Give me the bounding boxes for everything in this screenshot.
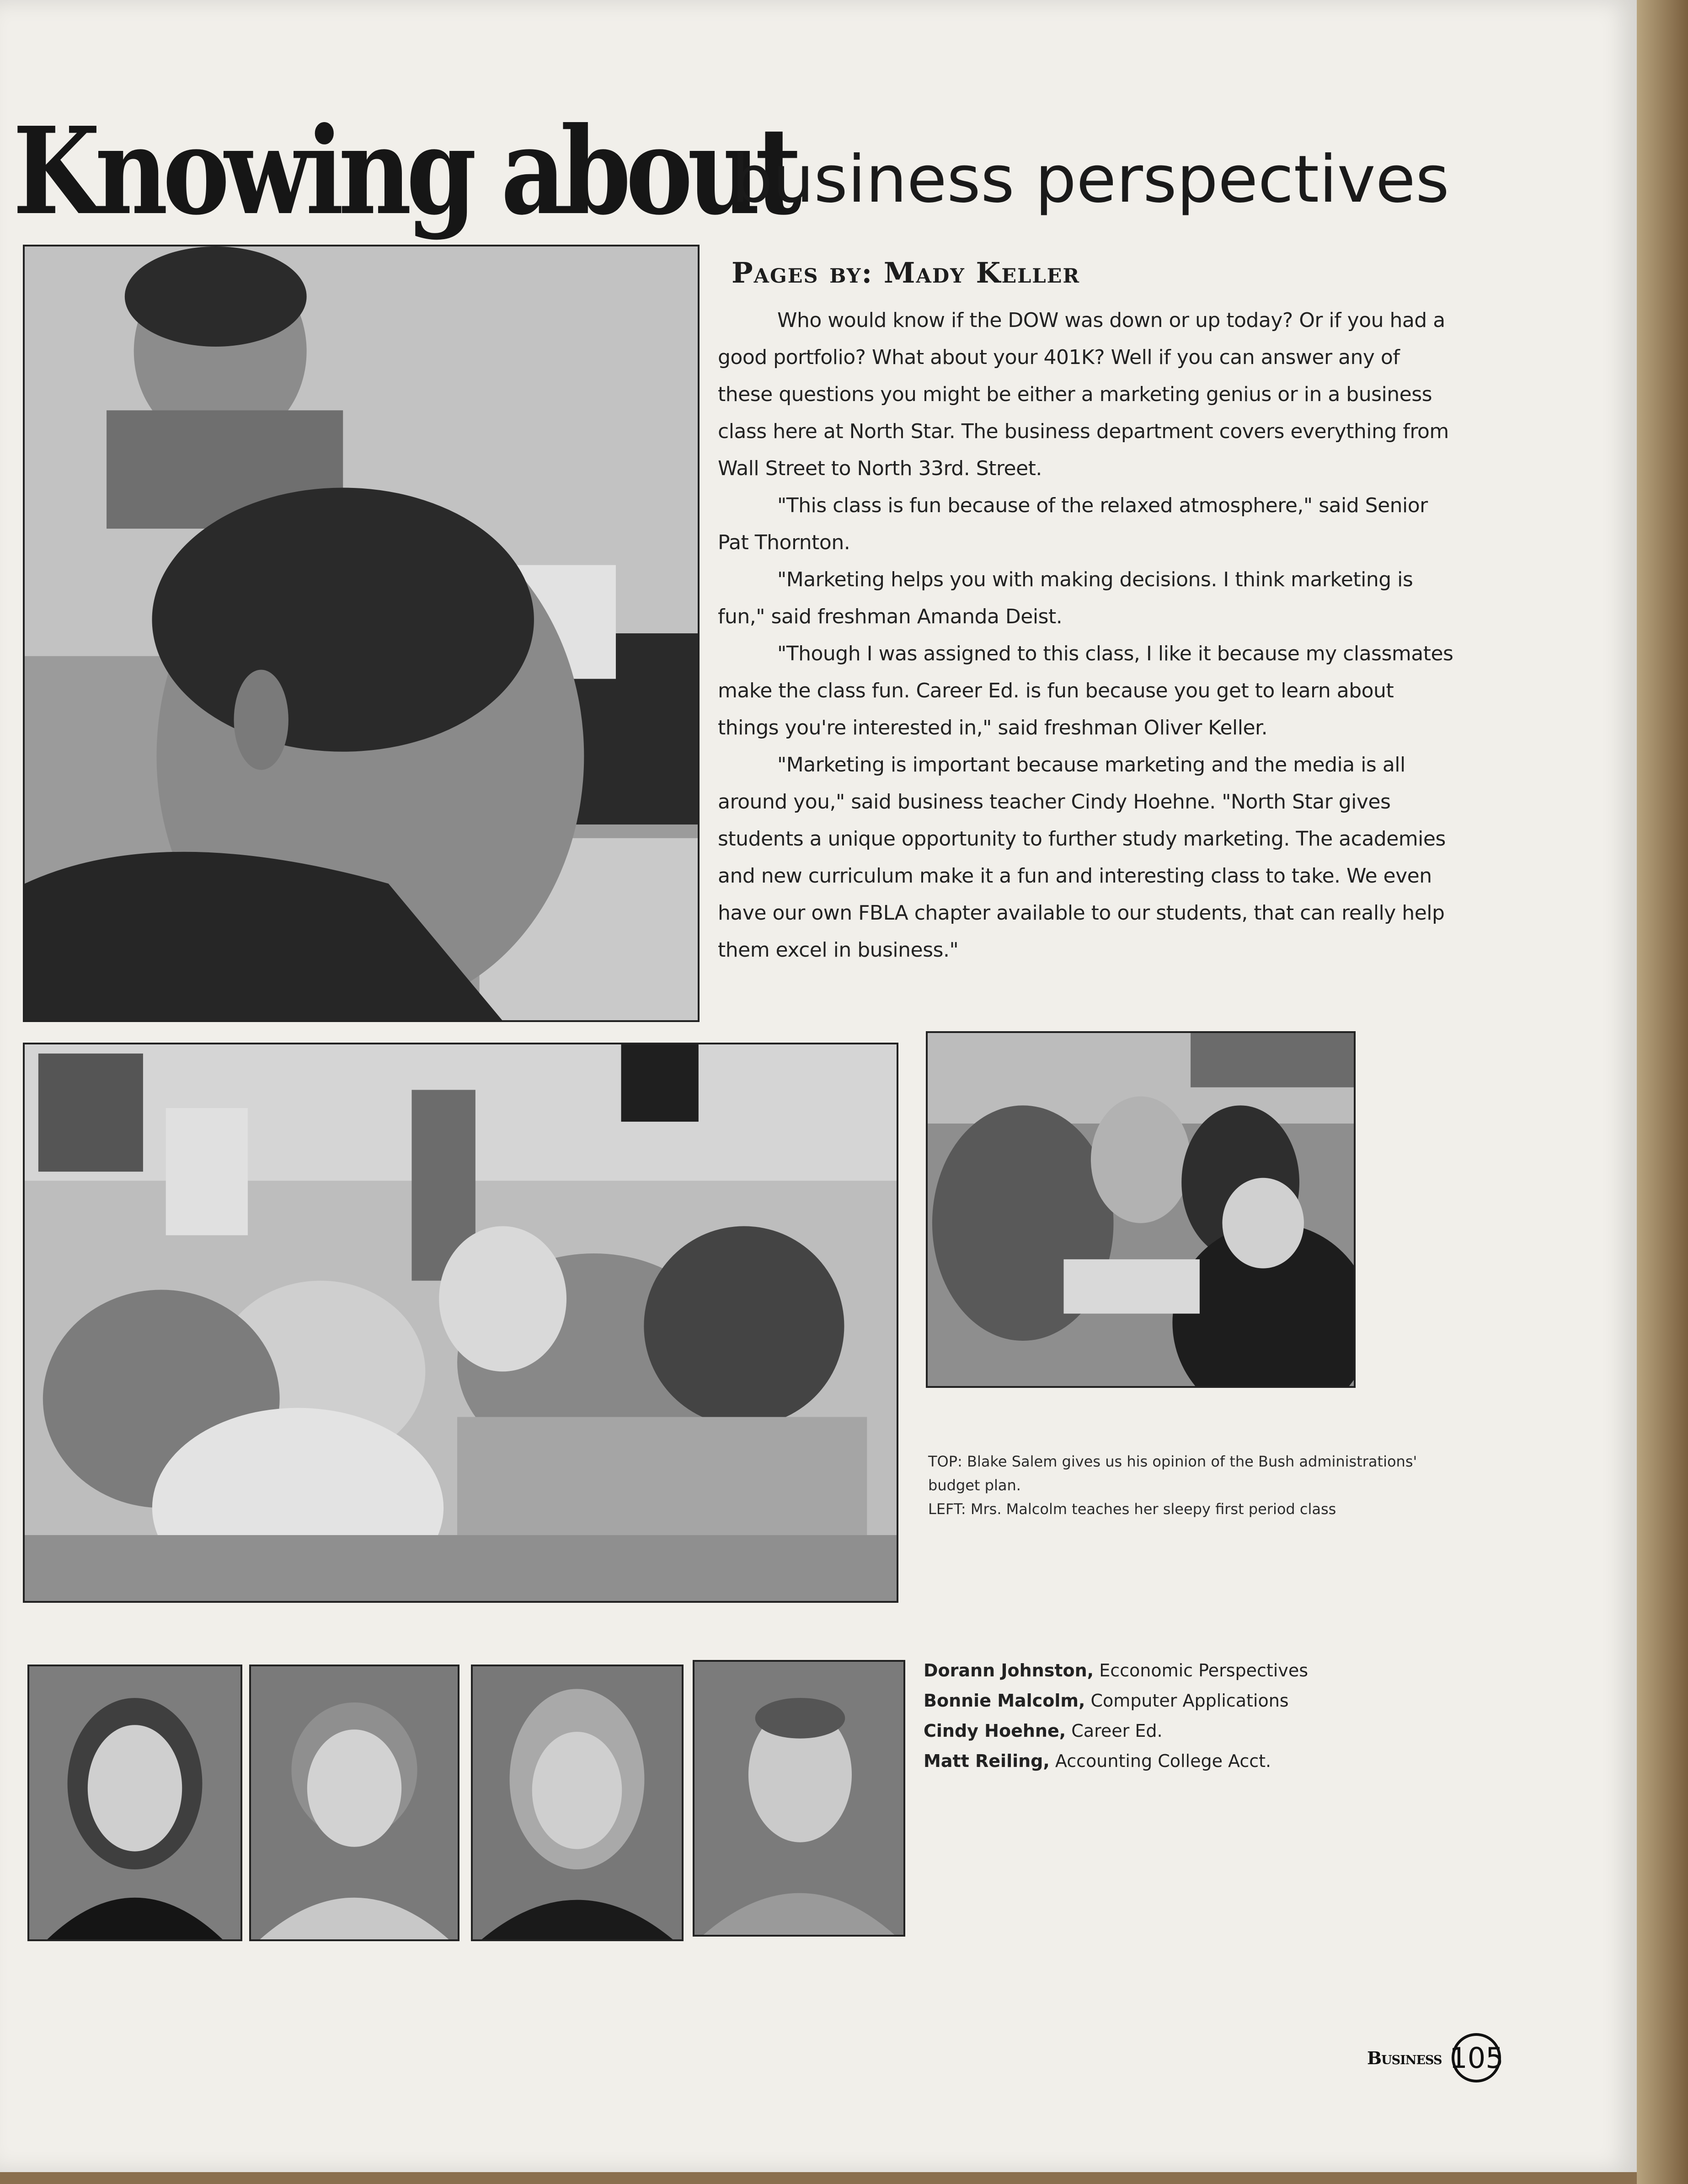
portrait-cindy-hoehne: [471, 1665, 684, 1941]
caption-line: budget plan.: [928, 1477, 1021, 1494]
faculty-course: Ecconomic Perspectives: [1099, 1660, 1309, 1681]
page-number: 105: [1452, 2033, 1501, 2082]
faculty-course: Career Ed.: [1071, 1721, 1163, 1741]
photo-student-reading: [23, 245, 700, 1022]
body-paragraph: "This class is fun because of the relaxed atmosphere," said Senior Pat Thornton.: [718, 494, 1428, 554]
faculty-item: [924, 1686, 1308, 1716]
section-label: Business: [1367, 2047, 1442, 2068]
body-paragraph: "Marketing helps you with making decisions. I think marketing is fun," said freshman Amanda Deist.: [718, 568, 1413, 628]
byline: Pages by: Mady Keller: [732, 256, 1080, 289]
article-body: [718, 302, 1458, 969]
portrait-dorann-johnston: [27, 1665, 242, 1941]
portrait-matt-reiling: [693, 1660, 905, 1937]
portrait-bonnie-malcolm: [249, 1665, 459, 1941]
headline-main: Knowing about: [13, 101, 796, 241]
body-paragraph: "Marketing is important because marketing and the media is all around you," said business teacher Cindy Hoehne. "North Star gives students a unique opportunity to further study marketing. The academies and new curriculum make it a fun and interesting class to take. We even have our own FBLA chapter available to our students, that can really help them excel in business.": [718, 753, 1446, 962]
faculty-item: [924, 1655, 1308, 1686]
photo-students-desks: [926, 1031, 1356, 1388]
faculty-name: Cindy Hoehne,: [924, 1721, 1066, 1741]
faculty-list: [924, 1655, 1308, 1776]
faculty-item: [924, 1716, 1308, 1746]
faculty-name: Bonnie Malcolm,: [924, 1691, 1085, 1711]
faculty-course: Computer Applications: [1090, 1691, 1289, 1711]
photo-caption: [928, 1450, 1440, 1521]
photo-classroom: [23, 1043, 898, 1603]
body-paragraph: "Though I was assigned to this class, I like it because my classmates make the class fun. Career Ed. is fun because you get to learn about things you're interested in," said freshman Oliver Keller.: [718, 642, 1453, 739]
faculty-name: Matt Reiling,: [924, 1751, 1050, 1771]
caption-line: TOP: Blake Salem gives us his opinion of the Bush administrations': [928, 1453, 1417, 1470]
faculty-name: Dorann Johnston,: [924, 1660, 1094, 1681]
page-folio: [1367, 2030, 1504, 2085]
faculty-course: Accounting College Acct.: [1055, 1751, 1271, 1771]
headline-sub: business perspectives: [732, 142, 1449, 217]
caption-line: LEFT: Mrs. Malcolm teaches her sleepy first period class: [928, 1500, 1336, 1518]
page-edge: [1637, 0, 1688, 2184]
body-paragraph: Who would know if the DOW was down or up today? Or if you had a good portfolio? What about your 401K? Well if you can answer any of these questions you might be either a marketing genius or in a business class here at North Star. The business department covers everything from Wall Street to North 33rd. Street.: [718, 309, 1449, 480]
faculty-item: [924, 1746, 1308, 1776]
